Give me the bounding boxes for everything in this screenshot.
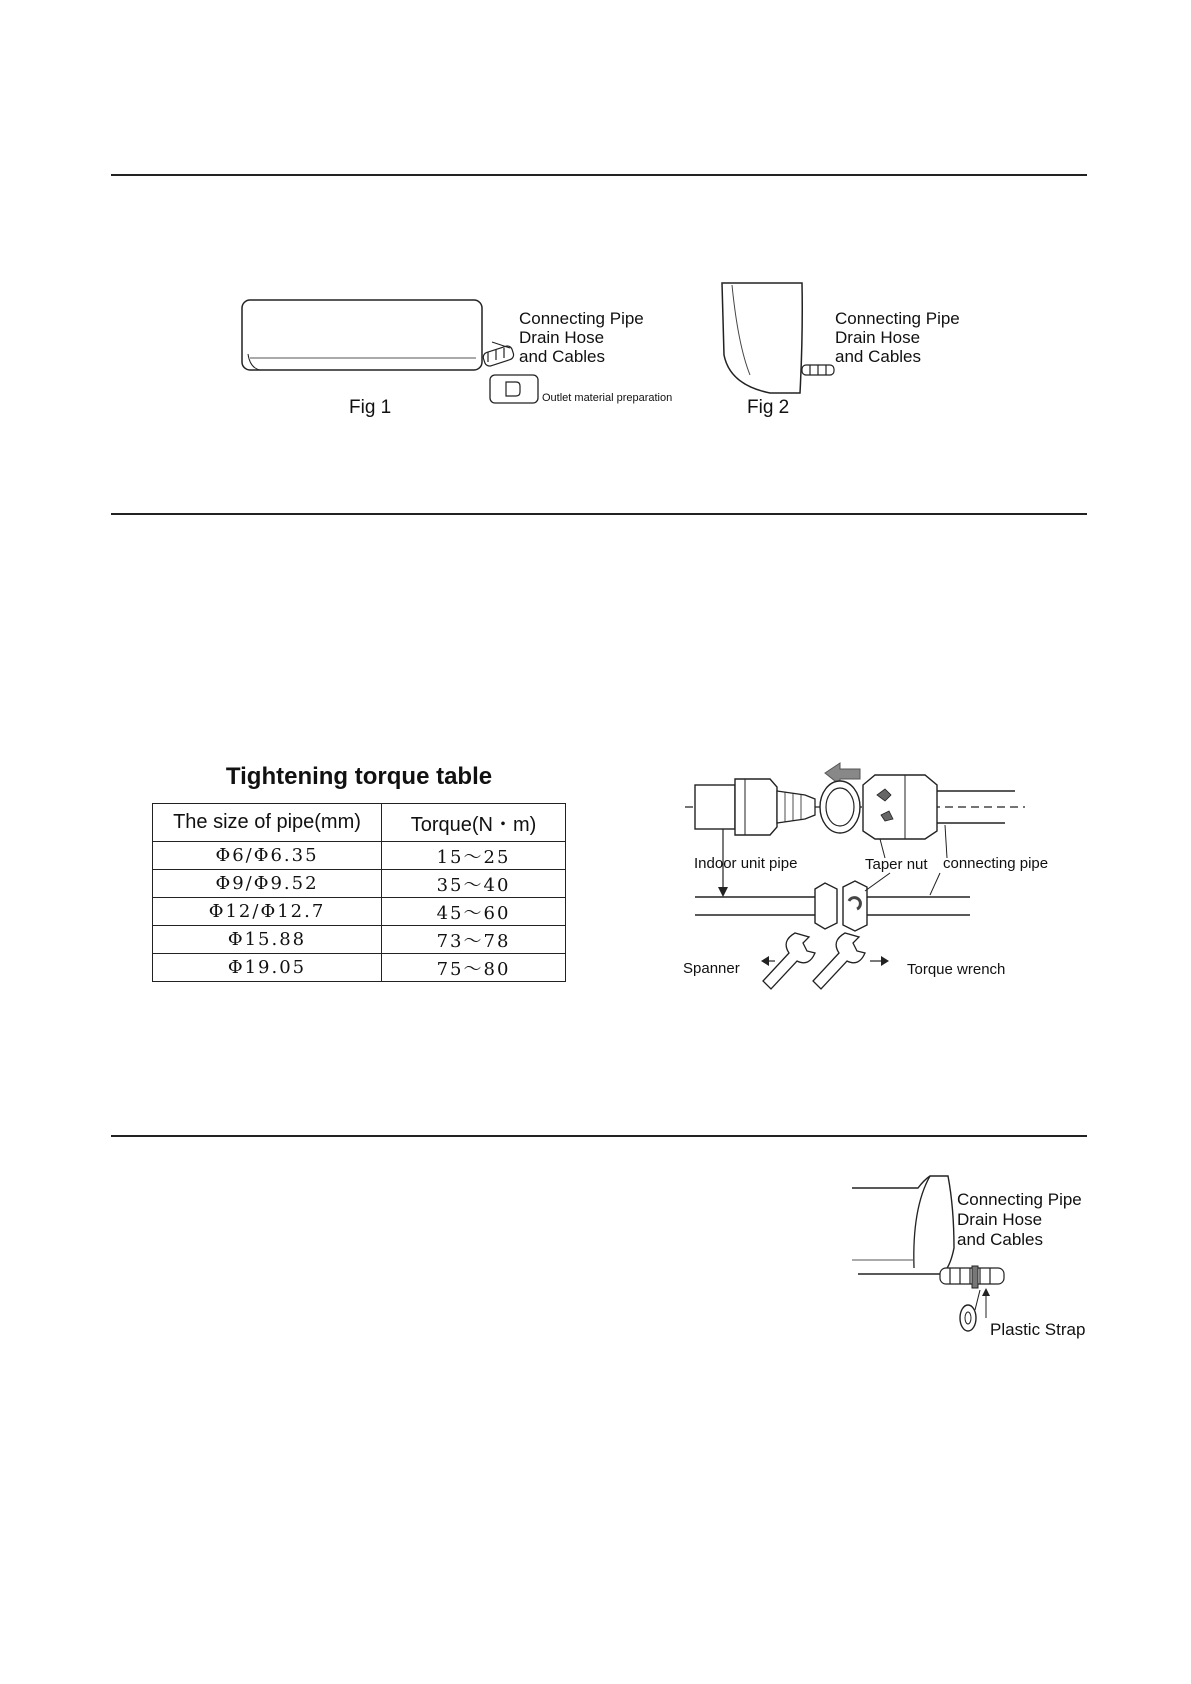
torque-table <box>152 803 566 982</box>
table-header-row <box>153 804 566 842</box>
section-divider <box>111 174 1087 176</box>
pipe-size-cell: Φ15.88 <box>153 926 382 954</box>
label-taper-nut: Taper nut <box>865 856 928 873</box>
table-row <box>153 870 566 898</box>
table-row <box>153 926 566 954</box>
label-spanner: Spanner <box>683 960 740 977</box>
pipe-size-cell: Φ12/Φ12.7 <box>153 898 382 926</box>
section3-callout-line-2: Drain Hose <box>957 1210 1043 1229</box>
section-divider <box>111 513 1087 515</box>
fig1-callout-line-3: and Cables <box>519 347 606 366</box>
fig2-caption: Fig 2 <box>747 397 790 418</box>
section3-callout-line-3: and Cables <box>957 1230 1044 1249</box>
torque-cell: 15～25 <box>382 842 566 870</box>
indoor-unit-side-illustration <box>710 275 840 405</box>
pipe-size-cell: Φ9/Φ9.52 <box>153 870 382 898</box>
pipe-size-cell: Φ19.05 <box>153 954 382 982</box>
label-plastic-strap: Plastic Strap <box>990 1320 1086 1339</box>
section-divider <box>111 1135 1087 1137</box>
torque-cell: 73～78 <box>382 926 566 954</box>
fig1-caption: Fig 1 <box>349 397 392 418</box>
torque-wrench-icon <box>813 933 865 989</box>
torque-cell: 45～60 <box>382 898 566 926</box>
fig2-callout-line-3: and Cables <box>835 347 922 366</box>
table-row <box>153 954 566 982</box>
label-torque-wrench: Torque wrench <box>907 961 1006 978</box>
label-connecting-pipe: connecting pipe <box>943 855 1049 872</box>
pipe-size-cell: Φ6/Φ6.35 <box>153 842 382 870</box>
fig2-callout-line-1: Connecting Pipe <box>835 309 960 328</box>
table-row <box>153 842 566 870</box>
outlet-box-icon <box>490 375 538 403</box>
torque-cell: 75～80 <box>382 954 566 982</box>
torque-table-title: Tightening torque table <box>225 763 493 790</box>
table-row <box>153 898 566 926</box>
header-pipe-size: The size of pipe(mm) <box>153 804 382 842</box>
fig1-callout-line-2: Drain Hose <box>519 328 605 347</box>
label-indoor-unit-pipe: Indoor unit pipe <box>694 855 798 872</box>
outlet-material-note: Outlet material preparation <box>542 392 673 404</box>
fig1-callout-line-1: Connecting Pipe <box>519 309 644 328</box>
header-torque: Torque(N・m) <box>382 804 566 842</box>
fig2-callout-line-2: Drain Hose <box>835 328 921 347</box>
section3-callout-line-1: Connecting Pipe <box>957 1190 1082 1209</box>
torque-cell: 35～40 <box>382 870 566 898</box>
